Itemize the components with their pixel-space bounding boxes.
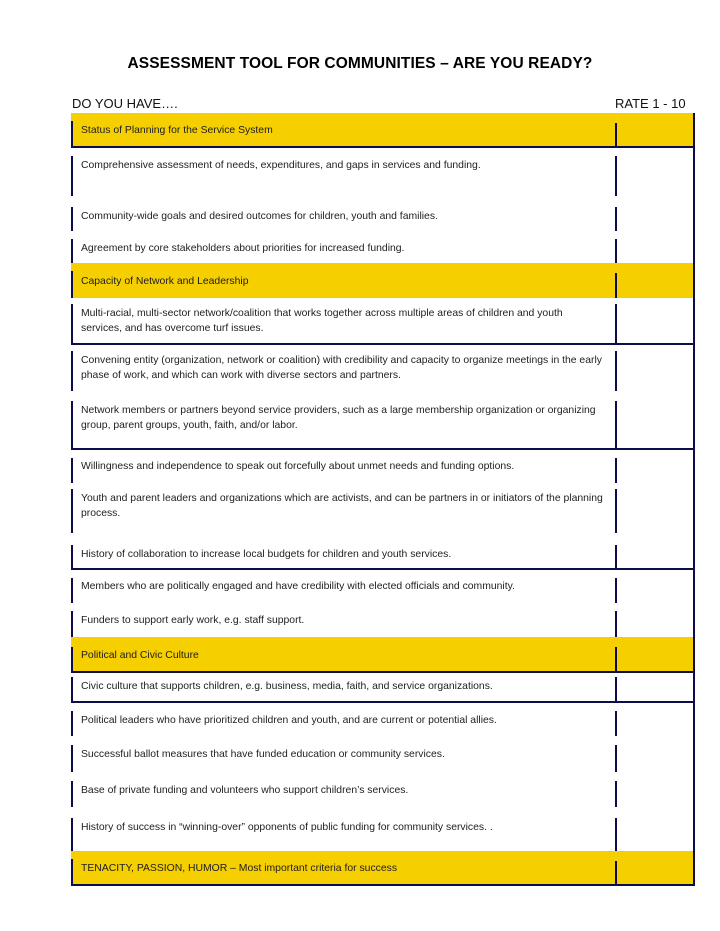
column-header-criteria: DO YOU HAVE…. <box>72 96 178 111</box>
cell-border <box>71 545 73 570</box>
criterion-text: Agreement by core stakeholders about priorities for increased funding. <box>81 243 405 254</box>
cell-border <box>71 156 73 196</box>
criterion-text: Funders to support early work, e.g. staff support. <box>81 615 305 626</box>
cell-border <box>71 745 73 772</box>
criterion-text: Youth and parent leaders and organizations which are activists, and can be partners in or initiators of the planning process. <box>81 493 603 519</box>
criterion-text: Successful ballot measures that have funded education or community services. <box>81 749 445 760</box>
table-row <box>71 537 695 570</box>
section-title: Status of Planning for the Service System <box>81 125 273 136</box>
criterion-text: Comprehensive assessment of needs, expenditures, and gaps in services and funding. <box>81 160 481 171</box>
table-row <box>71 203 695 233</box>
page-title: ASSESSMENT TOOL FOR COMMUNITIES – ARE YOU READY? <box>127 55 593 72</box>
cell-border <box>71 207 73 231</box>
rating-cell[interactable] <box>617 740 693 775</box>
table-row <box>71 233 695 263</box>
table-row <box>71 395 695 450</box>
criterion-text: Convening entity (organization, network or coalition) with credibility and capacity to organize meetings in the early phase of work, and which can work with diverse sectors and partners. <box>81 355 602 381</box>
cell-border <box>71 677 73 703</box>
criterion-text: Civic culture that supports children, e.g. business, media, faith, and service organizations. <box>81 681 493 692</box>
section-header-row <box>71 113 695 148</box>
table-row <box>71 345 695 395</box>
rating-cell[interactable] <box>617 570 693 603</box>
rating-cell[interactable] <box>617 603 693 637</box>
rating-cell[interactable] <box>617 203 693 233</box>
column-header-rating: RATE 1 - 10 <box>615 96 686 111</box>
criterion-text: Multi-racial, multi-sector network/coalition that works together across multiple areas of children and youth services, and has overcome turf issues. <box>81 308 563 334</box>
table-row <box>71 810 695 851</box>
table-row <box>71 570 695 603</box>
table-row <box>71 740 695 775</box>
cell-border <box>71 647 73 673</box>
cell-border <box>71 781 73 807</box>
table-row <box>71 148 695 203</box>
rating-cell[interactable] <box>617 810 693 851</box>
rating-cell[interactable] <box>617 148 693 203</box>
rating-cell[interactable] <box>617 637 693 673</box>
rating-cell[interactable] <box>617 345 693 395</box>
table-row <box>71 673 695 703</box>
criterion-text: History of collaboration to increase local budgets for children and youth services. <box>81 549 452 560</box>
table-right-border <box>693 113 695 886</box>
cell-border <box>71 239 73 263</box>
cell-border <box>71 611 73 637</box>
section-header-row <box>71 851 695 886</box>
rating-cell[interactable] <box>617 263 693 298</box>
rating-cell[interactable] <box>617 233 693 263</box>
cell-border <box>71 458 73 483</box>
section-title: Capacity of Network and Leadership <box>81 276 249 287</box>
table-row <box>71 298 695 345</box>
cell-border <box>71 121 73 148</box>
criterion-text: Political leaders who have prioritized children and youth, and are current or potential allies. <box>81 715 497 726</box>
cell-border <box>71 859 73 886</box>
rating-cell[interactable] <box>617 851 693 886</box>
rating-cell[interactable] <box>617 395 693 450</box>
rating-cell[interactable] <box>617 450 693 485</box>
cell-border <box>71 271 73 298</box>
rating-cell[interactable] <box>617 537 693 570</box>
criterion-text: Community-wide goals and desired outcomes for children, youth and families. <box>81 211 438 222</box>
cell-border <box>71 489 73 533</box>
criterion-text: Network members or partners beyond service providers, such as a large membership organization or organizing group, parent groups, youth, faith, and/or labor. <box>81 405 596 431</box>
rating-cell[interactable] <box>617 703 693 740</box>
criterion-text: History of success in “winning-over” opponents of public funding for community services. . <box>81 822 493 833</box>
cell-border <box>71 304 73 343</box>
section-header-row <box>71 637 695 673</box>
criterion-text: Willingness and independence to speak out forcefully about unmet needs and funding options. <box>81 461 515 472</box>
table-row <box>71 485 695 537</box>
table-row <box>71 703 695 740</box>
section-title: Political and Civic Culture <box>81 650 199 661</box>
rating-cell[interactable] <box>617 298 693 345</box>
rating-cell[interactable] <box>617 485 693 537</box>
table-row <box>71 603 695 637</box>
cell-border <box>71 578 73 603</box>
table-row <box>71 775 695 810</box>
rating-cell[interactable] <box>617 113 693 148</box>
cell-border <box>71 818 73 851</box>
rating-cell[interactable] <box>617 775 693 810</box>
section-title: TENACITY, PASSION, HUMOR – Most important criteria for success <box>81 863 398 874</box>
criterion-text: Members who are politically engaged and have credibility with elected officials and community. <box>81 581 515 592</box>
criterion-text: Base of private funding and volunteers who support children’s services. <box>81 785 409 796</box>
rating-cell[interactable] <box>617 673 693 703</box>
section-header-row <box>71 263 695 298</box>
cell-border <box>71 711 73 736</box>
cell-border <box>71 351 73 391</box>
cell-border <box>71 401 73 448</box>
table-row <box>71 450 695 485</box>
